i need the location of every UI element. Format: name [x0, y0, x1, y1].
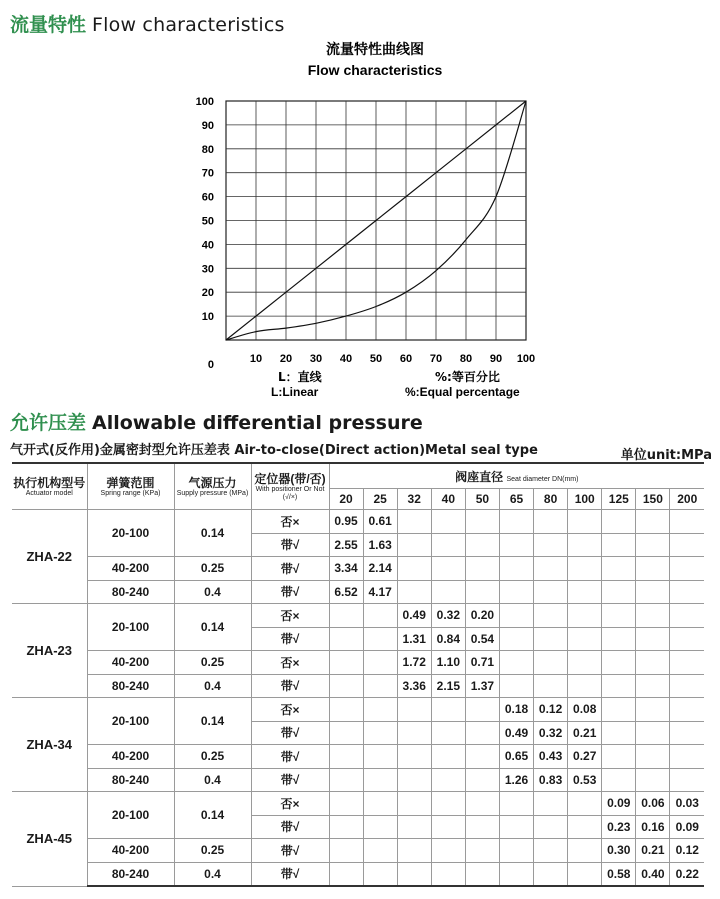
pressure-value-cell [568, 674, 602, 698]
pressure-value-cell [465, 580, 499, 604]
pressure-value-cell [329, 721, 363, 745]
header-seat-diameter: 阀座直径 Seat diameter DN(mm) [329, 463, 704, 489]
pressure-value-cell [636, 627, 670, 651]
table-row [12, 698, 704, 722]
pressure-value-cell: 0.61 [363, 510, 397, 534]
supply-pressure-cell: 0.4 [174, 768, 251, 792]
positioner-cell: 带√ [251, 721, 329, 745]
pressure-value-cell [397, 792, 431, 816]
section-title-flow-cn: 流量特性 [10, 14, 87, 36]
positioner-cell: 带√ [251, 627, 329, 651]
positioner-cell: 带√ [251, 557, 329, 581]
pressure-value-cell [602, 674, 636, 698]
pressure-value-cell: 0.95 [329, 510, 363, 534]
pressure-value-cell: 0.20 [465, 604, 499, 628]
dn-header-80: 80 [534, 489, 568, 510]
pressure-value-cell: 0.08 [568, 698, 602, 722]
positioner-cell: 否× [251, 604, 329, 628]
pressure-value-cell [602, 580, 636, 604]
pressure-value-cell [534, 815, 568, 839]
spring-range-cell: 80-240 [87, 580, 174, 604]
supply-pressure-cell: 0.14 [174, 792, 251, 839]
pressure-value-cell [534, 674, 568, 698]
flow-characteristics-chart [0, 0, 720, 405]
pressure-value-cell [602, 557, 636, 581]
pressure-value-cell [568, 839, 602, 863]
spring-range-cell: 80-240 [87, 674, 174, 698]
pressure-value-cell [329, 815, 363, 839]
pressure-value-cell [329, 627, 363, 651]
positioner-cell: 否× [251, 510, 329, 534]
x-tick-label: 40 [339, 353, 353, 365]
pressure-value-cell [602, 651, 636, 675]
pressure-value-cell [431, 721, 465, 745]
pressure-value-cell: 0.54 [465, 627, 499, 651]
pressure-value-cell: 0.27 [568, 745, 602, 769]
y-tick-label: 50 [201, 215, 214, 228]
pressure-value-cell [431, 839, 465, 863]
table-subtitle: 气开式(反作用)金属密封型允许压差表 Air-to-close(Direct action)Metal seal type [10, 443, 538, 458]
pressure-value-cell [568, 604, 602, 628]
pressure-value-cell [397, 745, 431, 769]
pressure-value-cell [670, 604, 704, 628]
dn-header-65: 65 [499, 489, 533, 510]
x-tick-label: 90 [489, 353, 503, 365]
pressure-value-cell [534, 604, 568, 628]
dn-header-32: 32 [397, 489, 431, 510]
pressure-value-cell [431, 792, 465, 816]
y-tick-label: 40 [201, 239, 214, 252]
pressure-value-cell [670, 510, 704, 534]
pressure-value-cell [670, 533, 704, 557]
y-tick-label: 70 [201, 167, 214, 180]
section-title-pressure-en: Allowable differential pressure [92, 412, 423, 434]
y-tick-label: 60 [201, 191, 214, 204]
pressure-value-cell [499, 510, 533, 534]
pressure-value-cell: 0.32 [431, 604, 465, 628]
pressure-value-cell [363, 651, 397, 675]
y-tick-label: 80 [201, 143, 214, 156]
pressure-value-cell: 4.17 [363, 580, 397, 604]
pressure-value-cell [465, 557, 499, 581]
dn-header-25: 25 [363, 489, 397, 510]
table-row [12, 557, 704, 581]
supply-pressure-cell: 0.4 [174, 674, 251, 698]
actuator-model-cell: ZHA-34 [12, 698, 87, 792]
pressure-value-cell [568, 792, 602, 816]
dn-header-125: 125 [602, 489, 636, 510]
pressure-value-cell [329, 768, 363, 792]
pressure-value-cell: 0.21 [568, 721, 602, 745]
supply-pressure-cell: 0.4 [174, 580, 251, 604]
pressure-value-cell [499, 651, 533, 675]
pressure-value-cell [670, 580, 704, 604]
pressure-value-cell [534, 792, 568, 816]
pressure-value-cell: 1.10 [431, 651, 465, 675]
pressure-value-cell [602, 604, 636, 628]
positioner-cell: 否× [251, 698, 329, 722]
pressure-value-cell [636, 768, 670, 792]
pressure-value-cell [534, 533, 568, 557]
pressure-value-cell [397, 510, 431, 534]
pressure-value-cell: 2.14 [363, 557, 397, 581]
x-tick-label: 80 [459, 353, 473, 365]
positioner-cell: 带√ [251, 768, 329, 792]
chart-title: 流量特性曲线图 [326, 42, 424, 58]
table-row [12, 745, 704, 769]
pressure-value-cell [329, 745, 363, 769]
spring-range-cell: 40-200 [87, 651, 174, 675]
dn-header-200: 200 [670, 489, 704, 510]
positioner-cell: 带√ [251, 745, 329, 769]
pressure-value-cell [636, 745, 670, 769]
pressure-value-cell [636, 580, 670, 604]
spring-range-cell: 40-200 [87, 557, 174, 581]
pressure-value-cell [363, 768, 397, 792]
pressure-value-cell [568, 510, 602, 534]
positioner-cell: 否× [251, 792, 329, 816]
pressure-value-cell [499, 580, 533, 604]
pressure-value-cell [465, 862, 499, 886]
pressure-value-cell: 0.65 [499, 745, 533, 769]
pressure-value-cell [499, 604, 533, 628]
pressure-value-cell [465, 721, 499, 745]
pressure-value-cell [670, 698, 704, 722]
dn-header-50: 50 [465, 489, 499, 510]
pressure-value-cell: 0.58 [602, 862, 636, 886]
pressure-value-cell [397, 533, 431, 557]
pressure-value-cell [534, 557, 568, 581]
pressure-value-cell: 3.36 [397, 674, 431, 698]
section-title-flow-en: Flow characteristics [92, 14, 285, 36]
pressure-value-cell [568, 627, 602, 651]
pressure-value-cell [636, 721, 670, 745]
pressure-value-cell: 0.83 [534, 768, 568, 792]
pressure-value-cell [534, 510, 568, 534]
pressure-value-cell: 2.15 [431, 674, 465, 698]
pressure-value-cell [465, 533, 499, 557]
pressure-value-cell [602, 627, 636, 651]
pressure-value-cell: 0.43 [534, 745, 568, 769]
spring-range-cell: 20-100 [87, 698, 174, 745]
pressure-value-cell [465, 815, 499, 839]
chart-subtitle: Flow characteristics [307, 62, 443, 78]
section-title-pressure [10, 408, 423, 435]
pressure-value-cell [397, 768, 431, 792]
positioner-cell: 否× [251, 651, 329, 675]
pressure-value-cell [670, 745, 704, 769]
pressure-value-cell: 3.34 [329, 557, 363, 581]
pressure-value-cell [499, 839, 533, 863]
pressure-value-cell [499, 627, 533, 651]
supply-pressure-cell: 0.25 [174, 745, 251, 769]
pressure-value-cell [499, 533, 533, 557]
supply-pressure-cell: 0.4 [174, 862, 251, 886]
pressure-value-cell [363, 839, 397, 863]
table-row [12, 862, 704, 886]
y-tick-label: 30 [201, 263, 214, 276]
supply-pressure-cell: 0.25 [174, 557, 251, 581]
pressure-value-cell [431, 510, 465, 534]
y-tick-label: 90 [201, 119, 214, 132]
x-tick-label: 70 [429, 353, 443, 365]
pressure-value-cell: 0.84 [431, 627, 465, 651]
pressure-value-cell [431, 533, 465, 557]
pressure-value-cell [465, 510, 499, 534]
pressure-value-cell [397, 862, 431, 886]
x-tick-label: 50 [369, 353, 383, 365]
pressure-value-cell: 0.30 [602, 839, 636, 863]
x-tick-label: 10 [249, 353, 263, 365]
legend-linear-en: L:Linear [271, 385, 319, 399]
pressure-value-cell: 6.52 [329, 580, 363, 604]
spring-range-cell: 20-100 [87, 510, 174, 557]
table-row [12, 580, 704, 604]
pressure-value-cell [602, 510, 636, 534]
pressure-value-cell [397, 815, 431, 839]
pressure-value-cell [363, 627, 397, 651]
pressure-value-cell [431, 698, 465, 722]
pressure-value-cell: 1.37 [465, 674, 499, 698]
pressure-value-cell [397, 580, 431, 604]
positioner-cell: 带√ [251, 839, 329, 863]
pressure-value-cell [534, 580, 568, 604]
pressure-value-cell [431, 768, 465, 792]
pressure-value-cell [602, 698, 636, 722]
header-model: 执行机构型号 Actuator model [12, 463, 87, 510]
table-row [12, 674, 704, 698]
table-row [12, 768, 704, 792]
pressure-value-cell [568, 580, 602, 604]
pressure-value-cell [568, 651, 602, 675]
table-row [12, 839, 704, 863]
supply-pressure-cell: 0.14 [174, 698, 251, 745]
positioner-cell: 带√ [251, 815, 329, 839]
pressure-value-cell [636, 557, 670, 581]
pressure-value-cell [499, 674, 533, 698]
pressure-value-cell [568, 557, 602, 581]
y-tick-label: 10 [201, 311, 214, 324]
pressure-value-cell [465, 768, 499, 792]
allowable-pressure-table [12, 462, 704, 887]
pressure-value-cell: 1.72 [397, 651, 431, 675]
pressure-value-cell [431, 862, 465, 886]
dn-header-100: 100 [568, 489, 602, 510]
pressure-value-cell [363, 745, 397, 769]
pressure-value-cell [363, 862, 397, 886]
pressure-value-cell [499, 862, 533, 886]
pressure-value-cell [329, 651, 363, 675]
pressure-value-cell [465, 745, 499, 769]
pressure-value-cell: 0.06 [636, 792, 670, 816]
pressure-value-cell [602, 533, 636, 557]
actuator-model-cell: ZHA-22 [12, 510, 87, 604]
pressure-value-cell: 0.49 [499, 721, 533, 745]
pressure-value-cell [329, 862, 363, 886]
positioner-cell: 带√ [251, 862, 329, 886]
pressure-value-cell: 0.09 [670, 815, 704, 839]
pressure-value-cell [499, 557, 533, 581]
pressure-value-cell [568, 533, 602, 557]
supply-pressure-cell: 0.25 [174, 651, 251, 675]
pressure-value-cell: 0.22 [670, 862, 704, 886]
pressure-value-cell [636, 604, 670, 628]
pressure-value-cell: 0.03 [670, 792, 704, 816]
supply-pressure-cell: 0.25 [174, 839, 251, 863]
pressure-value-cell [534, 651, 568, 675]
x-tick-label: 20 [279, 353, 293, 365]
actuator-model-cell: ZHA-23 [12, 604, 87, 698]
pressure-value-cell: 1.63 [363, 533, 397, 557]
pressure-value-cell [329, 698, 363, 722]
header-spring: 弹簧范围 Spring range (KPa) [87, 463, 174, 510]
pressure-value-cell [397, 721, 431, 745]
header-supply: 气源压力 Supply pressure (MPa) [174, 463, 251, 510]
pressure-value-cell [329, 839, 363, 863]
pressure-value-cell [431, 745, 465, 769]
pressure-value-cell [602, 745, 636, 769]
spring-range-cell: 40-200 [87, 745, 174, 769]
spring-range-cell: 20-100 [87, 604, 174, 651]
positioner-cell: 带√ [251, 580, 329, 604]
pressure-value-cell [363, 815, 397, 839]
table-row [12, 604, 704, 628]
actuator-model-cell: ZHA-45 [12, 792, 87, 887]
pressure-value-cell [670, 768, 704, 792]
pressure-value-cell [465, 792, 499, 816]
pressure-value-cell [670, 557, 704, 581]
pressure-value-cell: 0.23 [602, 815, 636, 839]
pressure-value-cell: 0.18 [499, 698, 533, 722]
table-row [12, 792, 704, 816]
pressure-value-cell: 0.32 [534, 721, 568, 745]
pressure-value-cell [636, 698, 670, 722]
section-title-pressure-cn: 允许压差 [10, 412, 87, 434]
pressure-value-cell [636, 674, 670, 698]
pressure-value-cell: 0.12 [534, 698, 568, 722]
pressure-value-cell [534, 862, 568, 886]
origin-label: 0 [207, 359, 214, 371]
pressure-value-cell [431, 815, 465, 839]
positioner-cell: 带√ [251, 533, 329, 557]
pressure-value-cell [363, 604, 397, 628]
pressure-value-cell: 2.55 [329, 533, 363, 557]
spring-range-cell: 80-240 [87, 862, 174, 886]
pressure-value-cell: 0.49 [397, 604, 431, 628]
spring-range-cell: 40-200 [87, 839, 174, 863]
pressure-value-cell [636, 651, 670, 675]
dn-header-40: 40 [431, 489, 465, 510]
pressure-value-cell [363, 674, 397, 698]
pressure-value-cell: 0.53 [568, 768, 602, 792]
pressure-value-cell [568, 862, 602, 886]
pressure-value-cell: 0.12 [670, 839, 704, 863]
x-tick-label: 60 [399, 353, 413, 365]
pressure-value-cell [670, 721, 704, 745]
pressure-value-cell [329, 674, 363, 698]
pressure-value-cell [465, 839, 499, 863]
pressure-value-cell [431, 557, 465, 581]
pressure-value-cell [329, 792, 363, 816]
pressure-value-cell [431, 580, 465, 604]
pressure-value-cell [534, 839, 568, 863]
pressure-value-cell [636, 533, 670, 557]
pressure-value-cell [397, 839, 431, 863]
pressure-value-cell: 0.40 [636, 862, 670, 886]
legend-linear-cn: L：直线 [278, 370, 322, 384]
pressure-value-cell [499, 792, 533, 816]
pressure-value-cell [670, 651, 704, 675]
pressure-value-cell [602, 768, 636, 792]
pressure-value-cell: 0.16 [636, 815, 670, 839]
pressure-value-cell [568, 815, 602, 839]
pressure-value-cell [329, 604, 363, 628]
pressure-value-cell [363, 792, 397, 816]
pressure-value-cell: 1.31 [397, 627, 431, 651]
pressure-value-cell [397, 557, 431, 581]
pressure-value-cell [363, 721, 397, 745]
pressure-value-cell [602, 721, 636, 745]
x-tick-label: 100 [516, 353, 536, 365]
positioner-cell: 带√ [251, 674, 329, 698]
pressure-value-cell: 0.71 [465, 651, 499, 675]
x-tick-label: 30 [309, 353, 323, 365]
dn-header-150: 150 [636, 489, 670, 510]
header-positioner: 定位器(带/否) With positioner Or Not (√/×) [251, 463, 329, 510]
pressure-value-cell [636, 510, 670, 534]
pressure-value-cell [465, 698, 499, 722]
pressure-value-cell [534, 627, 568, 651]
pressure-value-cell [670, 674, 704, 698]
supply-pressure-cell: 0.14 [174, 510, 251, 557]
dn-header-20: 20 [329, 489, 363, 510]
pressure-value-cell [499, 815, 533, 839]
supply-pressure-cell: 0.14 [174, 604, 251, 651]
pressure-value-cell [670, 627, 704, 651]
table-row [12, 651, 704, 675]
legend-equal-cn: %:等百分比 [435, 370, 500, 384]
pressure-value-cell [397, 698, 431, 722]
spring-range-cell: 20-100 [87, 792, 174, 839]
y-tick-label: 20 [201, 287, 214, 300]
table-body [12, 510, 704, 887]
table-row [12, 510, 704, 534]
unit-label: 单位unit:MPa [620, 448, 712, 463]
legend-equal-en: %:Equal percentage [405, 385, 520, 399]
spring-range-cell: 80-240 [87, 768, 174, 792]
pressure-value-cell: 1.26 [499, 768, 533, 792]
chart-ticks [196, 96, 536, 371]
pressure-value-cell: 0.09 [602, 792, 636, 816]
pressure-value-cell [363, 698, 397, 722]
pressure-value-cell: 0.21 [636, 839, 670, 863]
y-tick-label: 100 [195, 96, 214, 108]
